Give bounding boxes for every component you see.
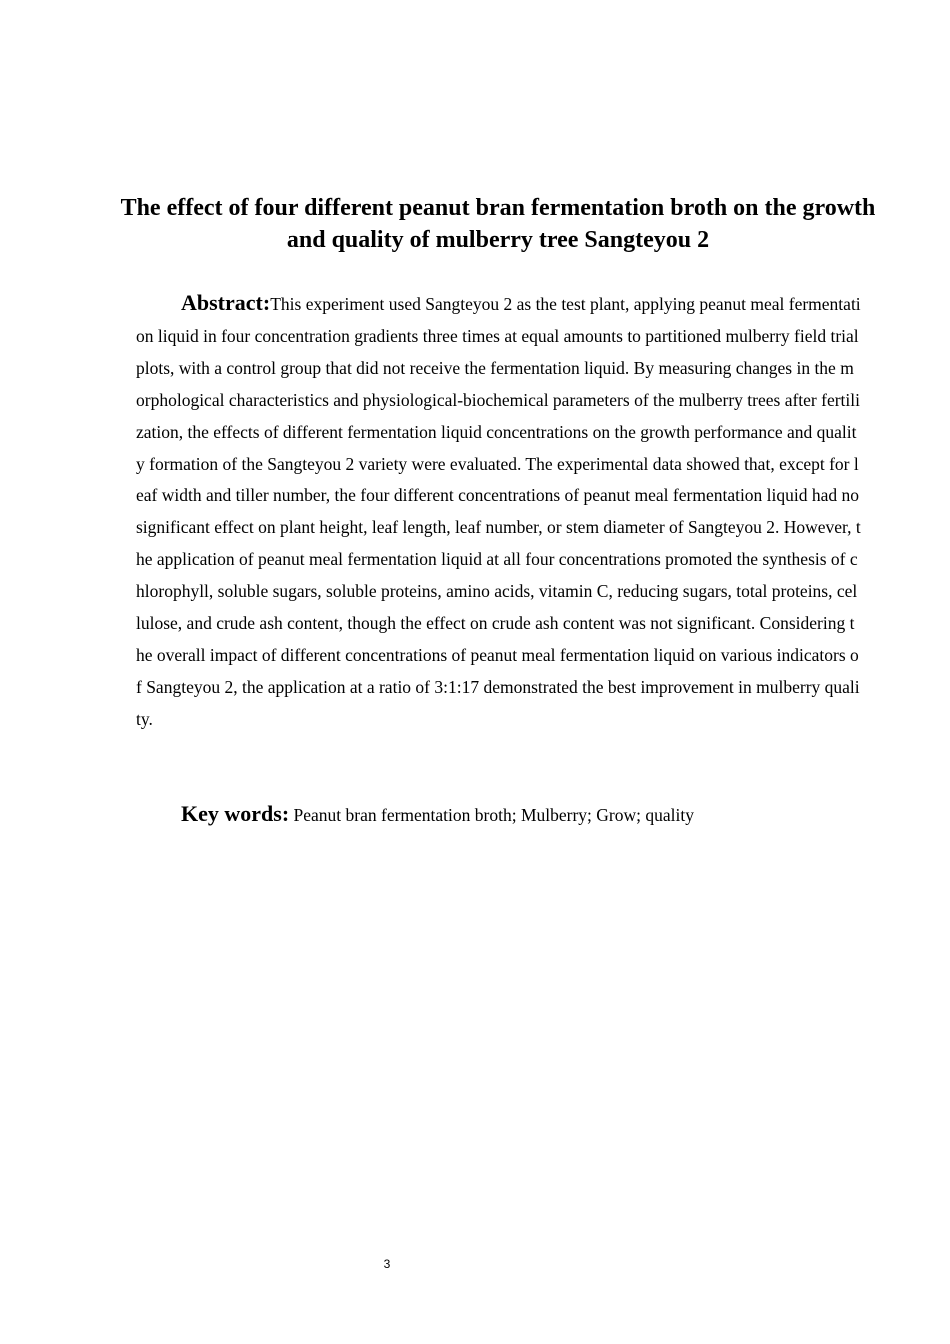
keywords-label: Key words: [181, 801, 290, 826]
paper-title: The effect of four different peanut bran fermentation broth on the growth and quality of mulberry tree Sangteyou 2 [120, 195, 876, 253]
abstract-text: This experiment used Sangteyou 2 as the test plant, applying peanut meal fermentation liquid in four concentration gradients three times at equal amounts to partitioned mulberry field trial plots, with a control group that did not receive the fermentation liquid. By measuring changes in the morphological characteristics and physiological-biochemical parameters of the mulberry trees after fertilization, the effects of different fermentation liquid concentrations on the growth performance and quality formation of the Sangteyou 2 variety were evaluated. The experimental data showed that, except for leaf width and tiller number, the four different concentrations of peanut meal fermentation liquid had no significant effect on plant height, leaf length, leaf number, or stem diameter of Sangteyou 2. However, the application of peanut meal fermentation liquid at all four concentrations promoted the synthesis of chlorophyll, soluble sugars, soluble proteins, amino acids, vitamin C, reducing sugars, total proteins, cellulose, and crude ash content, though the effect on crude ash content was not significant. Considering the overall impact of different concentrations of peanut meal fermentation liquid on various indicators of Sangteyou 2, the application at a ratio of 3:1:17 demonstrated the best improvement in mulberry quality. [136, 294, 861, 729]
abstract-label: Abstract: [181, 290, 271, 315]
keywords-line [181, 798, 861, 831]
page-number: 3 [383, 1257, 391, 1271]
keywords-text: Peanut bran fermentation broth; Mulberry; Grow; quality [289, 805, 694, 825]
abstract-paragraph [136, 287, 862, 736]
